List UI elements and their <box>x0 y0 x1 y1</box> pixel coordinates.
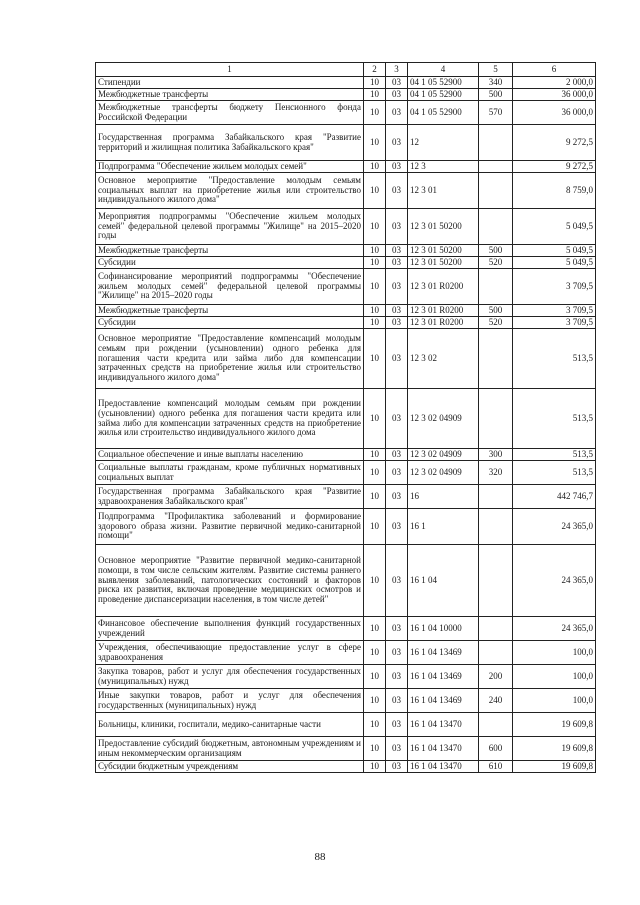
row-subsection-cell: 03 <box>386 389 408 449</box>
table-row <box>96 689 596 713</box>
header-cell: 6 <box>513 63 596 77</box>
row-target-code-cell: 16 1 04 13470 <box>408 761 479 773</box>
table-row <box>96 209 596 245</box>
row-amount-cell: 19 609,8 <box>513 761 596 773</box>
table-row <box>96 665 596 689</box>
row-expense-type-cell <box>479 329 513 389</box>
row-expense-type-cell <box>479 269 513 305</box>
row-target-code-cell: 16 1 04 <box>408 545 479 617</box>
row-name-cell: Иные закупки товаров, работ и услуг для обеспечения государственных (муниципальных) нужд <box>96 689 364 713</box>
row-subsection-cell: 03 <box>386 317 408 329</box>
row-section-cell: 10 <box>364 161 386 173</box>
row-section-cell: 10 <box>364 173 386 209</box>
row-subsection-cell: 03 <box>386 209 408 245</box>
table-row <box>96 389 596 449</box>
row-target-code-cell: 16 1 04 13469 <box>408 689 479 713</box>
row-target-code-cell: 12 3 <box>408 161 479 173</box>
row-subsection-cell: 03 <box>386 545 408 617</box>
row-subsection-cell: 03 <box>386 461 408 485</box>
row-name-cell: Подпрограмма "Обеспечение жильем молодых семей" <box>96 161 364 173</box>
header-cell: 5 <box>479 63 513 77</box>
table-row <box>96 461 596 485</box>
row-section-cell: 10 <box>364 209 386 245</box>
row-name-cell: Межбюджетные трансферты <box>96 245 364 257</box>
row-target-code-cell: 12 3 01 R0200 <box>408 317 479 329</box>
row-expense-type-cell: 500 <box>479 245 513 257</box>
row-subsection-cell: 03 <box>386 245 408 257</box>
page-number: 88 <box>314 851 326 863</box>
row-amount-cell: 5 049,5 <box>513 257 596 269</box>
row-name-cell: Основное мероприятие "Предоставление молодым семьям социальных выплат на приобретение жилья или строительство индивидуального жилого дома" <box>96 173 364 209</box>
row-expense-type-cell: 520 <box>479 257 513 269</box>
row-section-cell: 10 <box>364 305 386 317</box>
table-row <box>96 89 596 101</box>
row-section-cell: 10 <box>364 665 386 689</box>
row-name-cell: Предоставление субсидий бюджетным, автономным учреждениям и иным некоммерческим организациям <box>96 737 364 761</box>
row-target-code-cell: 12 3 02 04909 <box>408 389 479 449</box>
row-expense-type-cell <box>479 509 513 545</box>
table-row <box>96 101 596 125</box>
row-section-cell: 10 <box>364 77 386 89</box>
row-subsection-cell: 03 <box>386 173 408 209</box>
row-subsection-cell: 03 <box>386 689 408 713</box>
row-section-cell: 10 <box>364 617 386 641</box>
row-name-cell: Субсидии <box>96 317 364 329</box>
row-expense-type-cell <box>479 713 513 737</box>
row-expense-type-cell: 520 <box>479 317 513 329</box>
table-row <box>96 257 596 269</box>
row-target-code-cell: 16 1 <box>408 509 479 545</box>
table-row <box>96 509 596 545</box>
row-expense-type-cell <box>479 485 513 509</box>
row-target-code-cell: 12 3 01 50200 <box>408 245 479 257</box>
row-amount-cell: 100,0 <box>513 641 596 665</box>
row-amount-cell: 24 365,0 <box>513 545 596 617</box>
header-cell: 2 <box>364 63 386 77</box>
row-expense-type-cell <box>479 389 513 449</box>
row-amount-cell: 513,5 <box>513 449 596 461</box>
row-subsection-cell: 03 <box>386 269 408 305</box>
row-target-code-cell: 16 1 04 13469 <box>408 641 479 665</box>
row-section-cell: 10 <box>364 509 386 545</box>
row-amount-cell: 3 709,5 <box>513 269 596 305</box>
row-subsection-cell: 03 <box>386 713 408 737</box>
row-expense-type-cell: 200 <box>479 665 513 689</box>
row-amount-cell: 19 609,8 <box>513 713 596 737</box>
row-name-cell: Больницы, клиники, госпитали, медико-санитарные части <box>96 713 364 737</box>
row-name-cell: Учреждения, обеспечивающие предоставление услуг в сфере здравоохранения <box>96 641 364 665</box>
table-row <box>96 161 596 173</box>
row-section-cell: 10 <box>364 713 386 737</box>
row-section-cell: 10 <box>364 125 386 161</box>
row-section-cell: 10 <box>364 317 386 329</box>
row-section-cell: 10 <box>364 545 386 617</box>
row-section-cell: 10 <box>364 689 386 713</box>
row-amount-cell: 36 000,0 <box>513 101 596 125</box>
row-target-code-cell: 04 1 05 52900 <box>408 101 479 125</box>
row-expense-type-cell: 500 <box>479 89 513 101</box>
row-amount-cell: 513,5 <box>513 389 596 449</box>
row-target-code-cell: 12 3 01 50200 <box>408 209 479 245</box>
row-target-code-cell: 12 3 02 <box>408 329 479 389</box>
row-expense-type-cell <box>479 173 513 209</box>
row-amount-cell: 36 000,0 <box>513 89 596 101</box>
row-target-code-cell: 12 3 02 04909 <box>408 449 479 461</box>
row-subsection-cell: 03 <box>386 161 408 173</box>
table-row <box>96 737 596 761</box>
row-section-cell: 10 <box>364 245 386 257</box>
row-name-cell: Финансовое обеспечение выполнения функций государственных учреждений <box>96 617 364 641</box>
row-section-cell: 10 <box>364 389 386 449</box>
row-subsection-cell: 03 <box>386 449 408 461</box>
row-amount-cell: 3 709,5 <box>513 305 596 317</box>
row-expense-type-cell: 570 <box>479 101 513 125</box>
row-target-code-cell: 16 1 04 13469 <box>408 665 479 689</box>
row-section-cell: 10 <box>364 257 386 269</box>
row-target-code-cell: 04 1 05 52900 <box>408 77 479 89</box>
row-expense-type-cell: 320 <box>479 461 513 485</box>
table-row <box>96 173 596 209</box>
row-target-code-cell: 12 3 01 R0200 <box>408 305 479 317</box>
row-name-cell: Социальное обеспечение и иные выплаты населению <box>96 449 364 461</box>
row-target-code-cell: 16 1 04 13470 <box>408 713 479 737</box>
row-amount-cell: 24 365,0 <box>513 617 596 641</box>
header-cell: 3 <box>386 63 408 77</box>
row-subsection-cell: 03 <box>386 737 408 761</box>
row-subsection-cell: 03 <box>386 101 408 125</box>
row-name-cell: Социальные выплаты гражданам, кроме публичных нормативных социальных выплат <box>96 461 364 485</box>
row-subsection-cell: 03 <box>386 617 408 641</box>
row-name-cell: Основное мероприятие "Развитие первичной медико-санитарной помощи, в том числе сельским жителям. Развитие системы раннего выявления заболеваний, патологических состояний и факторов риска их развития, включая проведение медицинских осмотров и проведение диспансеризации населения, в том числе детей" <box>96 545 364 617</box>
row-target-code-cell: 12 3 01 50200 <box>408 257 479 269</box>
row-target-code-cell: 04 1 05 52900 <box>408 89 479 101</box>
row-name-cell: Подпрограмма "Профилактика заболеваний и формирование здорового образа жизни. Развитие первичной медико-санитарной помощи" <box>96 509 364 545</box>
table-row <box>96 617 596 641</box>
table-row <box>96 77 596 89</box>
table-row <box>96 545 596 617</box>
header-cell: 4 <box>408 63 479 77</box>
row-amount-cell: 100,0 <box>513 689 596 713</box>
table-row <box>96 305 596 317</box>
row-amount-cell: 2 000,0 <box>513 77 596 89</box>
table-row <box>96 761 596 773</box>
row-expense-type-cell <box>479 641 513 665</box>
row-expense-type-cell <box>479 545 513 617</box>
table-row <box>96 269 596 305</box>
row-name-cell: Стипендии <box>96 77 364 89</box>
row-target-code-cell: 16 1 04 13470 <box>408 737 479 761</box>
row-amount-cell: 9 272,5 <box>513 125 596 161</box>
table-header-row <box>96 63 596 77</box>
row-expense-type-cell <box>479 617 513 641</box>
row-section-cell: 10 <box>364 329 386 389</box>
row-name-cell: Государственная программа Забайкальского края "Развитие здравоохранения Забайкальского края" <box>96 485 364 509</box>
row-name-cell: Основное мероприятие "Предоставление компенсаций молодым семьям при рождении (усыновлении) одного ребенка для погашения части кредита или займа либо для компенсации затраченных средств на приобретение жилья или строительство индивидуального жилого дома" <box>96 329 364 389</box>
row-section-cell: 10 <box>364 449 386 461</box>
row-subsection-cell: 03 <box>386 485 408 509</box>
row-amount-cell: 5 049,5 <box>513 209 596 245</box>
row-amount-cell: 8 759,0 <box>513 173 596 209</box>
row-expense-type-cell: 500 <box>479 305 513 317</box>
row-amount-cell: 513,5 <box>513 329 596 389</box>
row-name-cell: Предоставление компенсаций молодым семьям при рождении (усыновлении) одного ребенка для погашения части кредита или займа либо для компенсации затраченных средств на приобретение жилья или строительство индивидуального жилого дома <box>96 389 364 449</box>
row-amount-cell: 3 709,5 <box>513 317 596 329</box>
row-target-code-cell: 12 3 01 R0200 <box>408 269 479 305</box>
row-section-cell: 10 <box>364 641 386 665</box>
row-name-cell: Субсидии <box>96 257 364 269</box>
row-name-cell: Межбюджетные трансферты бюджету Пенсионного фонда Российской Федерации <box>96 101 364 125</box>
row-name-cell: Межбюджетные трансферты <box>96 305 364 317</box>
budget-table <box>95 62 596 773</box>
row-target-code-cell: 12 <box>408 125 479 161</box>
table-row <box>96 713 596 737</box>
table-row <box>96 485 596 509</box>
row-subsection-cell: 03 <box>386 641 408 665</box>
row-section-cell: 10 <box>364 485 386 509</box>
row-subsection-cell: 03 <box>386 125 408 161</box>
row-amount-cell: 100,0 <box>513 665 596 689</box>
row-target-code-cell: 12 3 01 <box>408 173 479 209</box>
row-name-cell: Субсидии бюджетным учреждениям <box>96 761 364 773</box>
row-subsection-cell: 03 <box>386 257 408 269</box>
row-section-cell: 10 <box>364 761 386 773</box>
row-amount-cell: 5 049,5 <box>513 245 596 257</box>
table-row <box>96 449 596 461</box>
row-target-code-cell: 12 3 02 04909 <box>408 461 479 485</box>
row-subsection-cell: 03 <box>386 509 408 545</box>
row-target-code-cell: 16 <box>408 485 479 509</box>
row-amount-cell: 19 609,8 <box>513 737 596 761</box>
row-subsection-cell: 03 <box>386 89 408 101</box>
row-name-cell: Государственная программа Забайкальского края "Развитие территорий и жилищная политика Забайкальского края" <box>96 125 364 161</box>
row-amount-cell: 442 746,7 <box>513 485 596 509</box>
row-section-cell: 10 <box>364 89 386 101</box>
row-amount-cell: 513,5 <box>513 461 596 485</box>
row-section-cell: 10 <box>364 101 386 125</box>
table-row <box>96 317 596 329</box>
header-cell: 1 <box>96 63 364 77</box>
row-expense-type-cell <box>479 125 513 161</box>
row-expense-type-cell: 240 <box>479 689 513 713</box>
table-row <box>96 641 596 665</box>
row-target-code-cell: 16 1 04 10000 <box>408 617 479 641</box>
row-name-cell: Закупка товаров, работ и услуг для обеспечения государственных (муниципальных) нужд <box>96 665 364 689</box>
row-subsection-cell: 03 <box>386 329 408 389</box>
row-section-cell: 10 <box>364 461 386 485</box>
row-amount-cell: 9 272,5 <box>513 161 596 173</box>
row-expense-type-cell: 600 <box>479 737 513 761</box>
row-subsection-cell: 03 <box>386 665 408 689</box>
row-expense-type-cell <box>479 161 513 173</box>
table-row <box>96 329 596 389</box>
row-section-cell: 10 <box>364 737 386 761</box>
table-row <box>96 125 596 161</box>
row-expense-type-cell: 610 <box>479 761 513 773</box>
row-expense-type-cell <box>479 209 513 245</box>
row-amount-cell: 24 365,0 <box>513 509 596 545</box>
row-name-cell: Софинансирование мероприятий подпрограммы "Обеспечение жильем молодых семей" федеральной целевой программы "Жилище" на 2015–2020 годы <box>96 269 364 305</box>
row-name-cell: Межбюджетные трансферты <box>96 89 364 101</box>
row-section-cell: 10 <box>364 269 386 305</box>
row-subsection-cell: 03 <box>386 77 408 89</box>
row-expense-type-cell: 340 <box>479 77 513 89</box>
row-name-cell: Мероприятия подпрограммы "Обеспечение жильем молодых семей" федеральной целевой программы "Жилище" на 2015–2020 годы <box>96 209 364 245</box>
table-body <box>96 77 596 773</box>
row-expense-type-cell: 300 <box>479 449 513 461</box>
row-subsection-cell: 03 <box>386 305 408 317</box>
table-row <box>96 245 596 257</box>
row-subsection-cell: 03 <box>386 761 408 773</box>
